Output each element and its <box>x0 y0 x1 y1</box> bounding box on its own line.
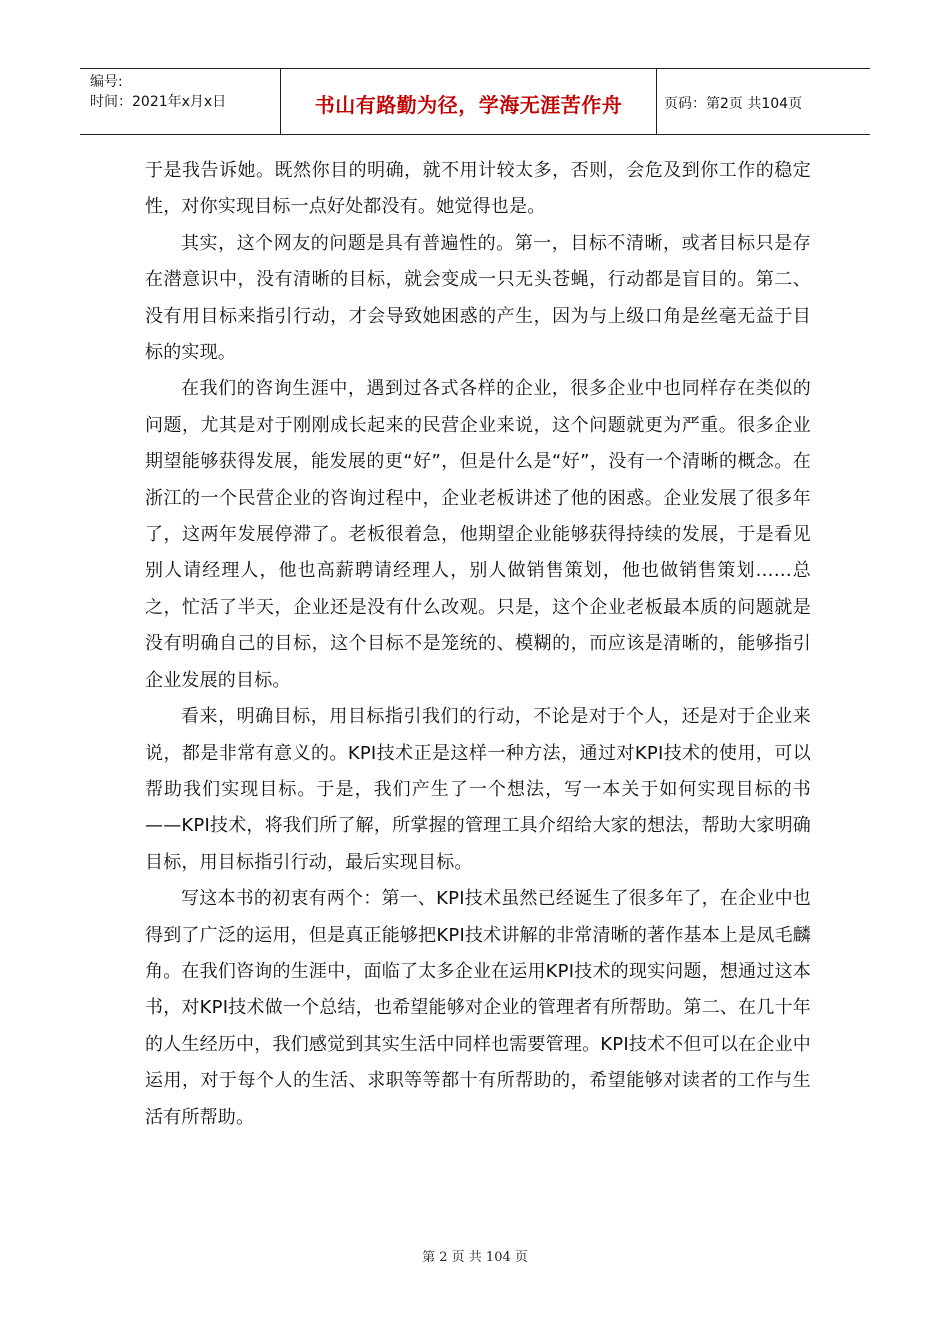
page-header <box>80 68 870 135</box>
header-page-code-cell <box>657 69 870 134</box>
header-motto: 书山有路勤为径，学海无涯苦作舟 <box>314 93 623 117</box>
paragraph: 看来，明确目标，用目标指引我们的行动，不论是对于个人，还是对于企业来说，都是非常有意义的。KPI技术正是这样一种方法，通过对KPI技术的使用，可以帮助我们实现目标。于是，我们产生了一个想法，写一本关于如何实现目标的书——KPI技术，将我们所了解，所掌握的管理工具介绍给大家的想法，帮助大家明确目标，用目标指引行动，最后实现目标。 <box>145 706 811 873</box>
header-meta-cell <box>80 69 281 134</box>
document-number-label: 编号: <box>90 74 123 90</box>
paragraph: 于是我告诉她。既然你目的明确，就不用计较太多，否则，会危及到你工作的稳定性，对你实现目标一点好处都没有。她觉得也是。 <box>145 160 811 218</box>
document-time-label: 时间：2021年x月x日 <box>90 94 227 110</box>
paragraph: 写这本书的初衷有两个：第一、KPI技术虽然已经诞生了很多年了，在企业中也得到了广泛的运用，但是真正能够把KPI技术讲解的非常清晰的著作基本上是凤毛麟角。在我们咨询的生涯中，面临了太多企业在运用KPI技术的现实问题，想通过这本书，对KPI技术做一个总结，也希望能够对企业的管理者有所帮助。第二、在几十年的人生经历中，我们感觉到其实生活中同样也需要管理。KPI技术不但可以在企业中运用，对于每个人的生活、求职等等都十有所帮助的，希望能够对读者的工作与生活有所帮助。 <box>145 888 811 1128</box>
header-page-code: 页码：第2页 共104页 <box>664 96 803 112</box>
body-content <box>145 153 811 1136</box>
paragraph: 其实，这个网友的问题是具有普遍性的。第一，目标不清晰，或者目标只是存在潜意识中，没有清晰的目标，就会变成一只无头苍蝇，行动都是盲目的。第二、没有用目标来指引行动，才会导致她困惑的产生，因为与上级口角是丝毫无益于目标的实现。 <box>145 232 811 364</box>
page-footer: 第 2 页 共 104 页 <box>422 1250 528 1265</box>
header-motto-cell <box>281 69 657 134</box>
paragraph: 在我们的咨询生涯中，遇到过各式各样的企业，很多企业中也同样存在类似的问题，尤其是对于刚刚成长起来的民营企业来说，这个问题就更为严重。很多企业期望能够获得发展，能发展的更“好”，但是什么是“好”，没有一个清晰的概念。在浙江的一个民营企业的咨询过程中，企业老板讲述了他的困惑。企业发展了很多年了，这两年发展停滞了。老板很着急，他期望企业能够获得持续的发展，于是看见别人请经理人，他也高薪聘请经理人，别人做销售策划，他也做销售策划……总之，忙活了半天，企业还是没有什么改观。只是，这个企业老板最本质的问题就是没有明确自己的目标，这个目标不是笼统的、模糊的，而应该是清晰的，能够指引企业发展的目标。 <box>145 378 811 691</box>
